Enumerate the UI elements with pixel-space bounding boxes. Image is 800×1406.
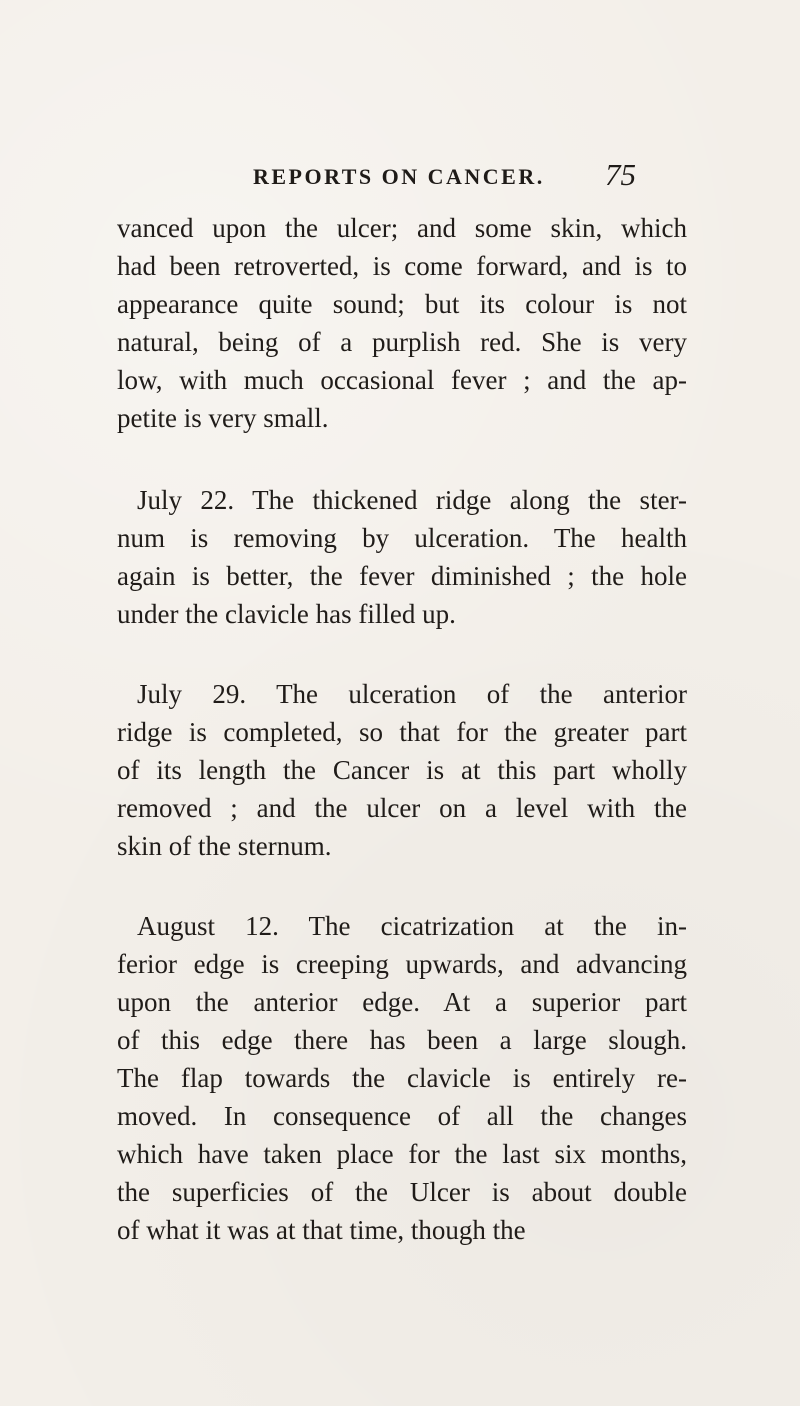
text-line: ferior edge is creeping upwards, and advancing	[117, 949, 687, 979]
paragraph-july-29	[117, 675, 687, 865]
running-head: REPORTS ON CANCER.	[253, 164, 545, 189]
text-line: The flap towards the clavicle is entirely re-	[117, 1063, 687, 1093]
page-number: 75	[605, 157, 636, 192]
text-line: appearance quite sound; but its colour is not	[117, 289, 687, 319]
text-line: of its length the Cancer is at this part wholly	[117, 755, 687, 785]
page-header	[0, 157, 800, 197]
text-line: which have taken place for the last six months,	[117, 1139, 687, 1169]
paragraph-continuation	[117, 209, 687, 437]
text-line: petite is very small.	[117, 403, 329, 433]
text-line: July 22. The thickened ridge along the ster-	[137, 485, 687, 515]
text-line: num is removing by ulceration. The health	[117, 523, 687, 553]
text-line: natural, being of a purplish red. She is very	[117, 327, 687, 357]
text-line: ridge is completed, so that for the greater part	[117, 717, 687, 747]
text-line: of this edge there has been a large slough.	[117, 1025, 687, 1055]
text-line: moved. In consequence of all the changes	[117, 1101, 687, 1131]
text-line: upon the anterior edge. At a superior part	[117, 987, 687, 1017]
text-line: of what it was at that time, though the	[117, 1215, 526, 1245]
text-line: the superficies of the Ulcer is about double	[117, 1177, 687, 1207]
text-line: vanced upon the ulcer; and some skin, which	[117, 213, 687, 243]
text-line: July 29. The ulceration of the anterior	[137, 679, 687, 709]
text-line: under the clavicle has filled up.	[117, 599, 456, 629]
text-line: August 12. The cicatrization at the in-	[137, 911, 687, 941]
text-line: skin of the sternum.	[117, 831, 332, 861]
paragraph-august-12	[117, 907, 687, 1249]
text-line: removed ; and the ulcer on a level with the	[117, 793, 687, 823]
text-line: had been retroverted, is come forward, and is to	[117, 251, 687, 281]
text-line: again is better, the fever diminished ; the hole	[117, 561, 687, 591]
text-line: low, with much occasional fever ; and the ap-	[117, 365, 687, 395]
paragraph-july-22	[117, 481, 687, 633]
